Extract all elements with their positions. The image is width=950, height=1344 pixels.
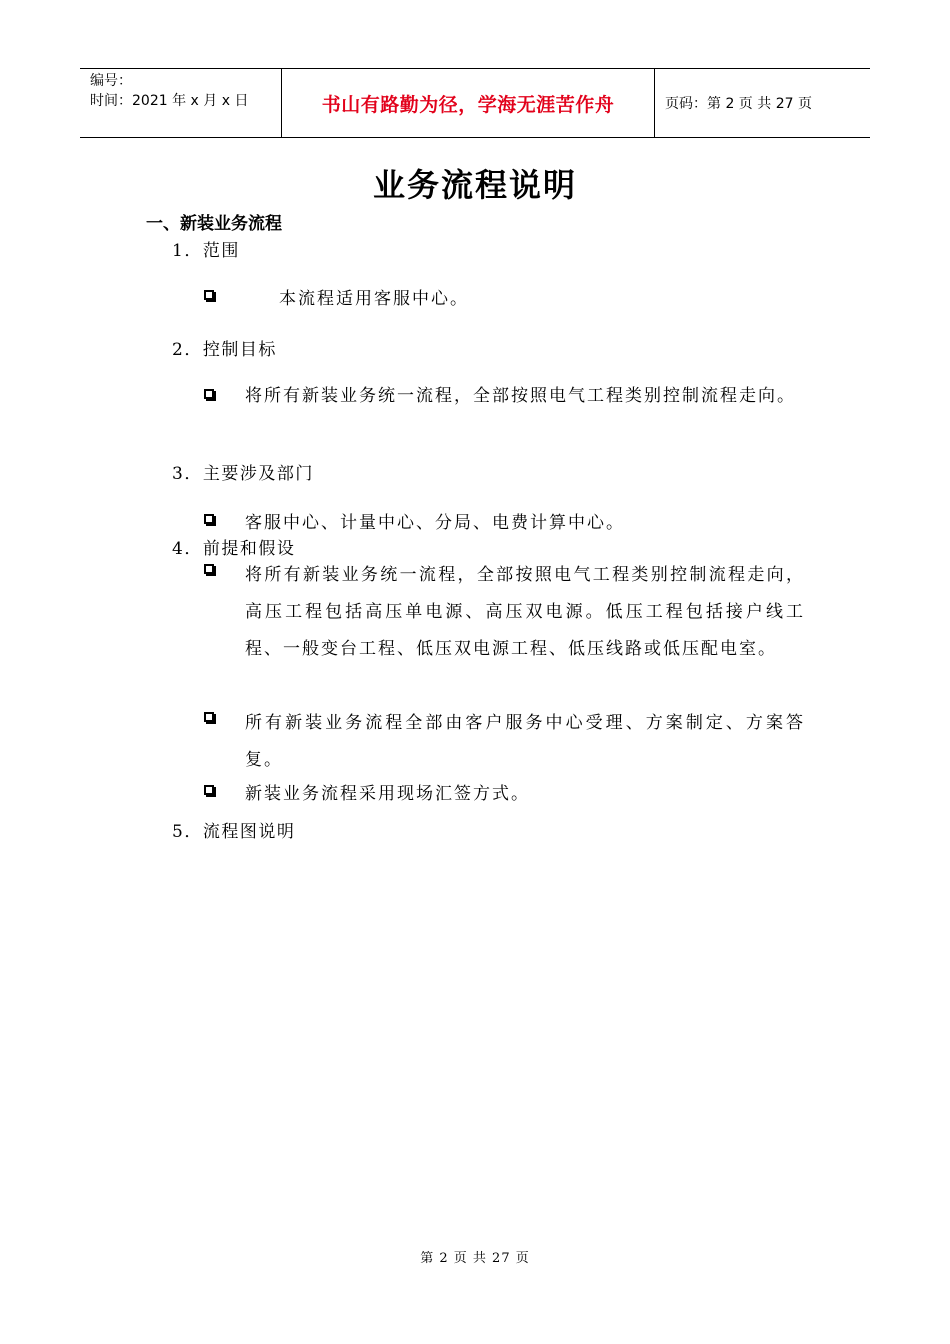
time-label: 时间：2021 年 x 月 x 日 [90,93,249,109]
subsection-heading-flowchart: 5．流程图说明 [172,822,296,842]
bullet-text: 新装业务流程采用现场汇签方式。 [245,784,530,804]
page-info: 页码：第 2 页 共 27 页 [665,96,812,112]
bullet-text: 将所有新装业务统一流程，全部按照电气工程类别控制流程走向，高压工程包括高压单电源、高压双电源。低压工程包括接户线工程、一般变台工程、低压双电源工程、低压线路或低压配电室。 [245,565,805,659]
subsection-heading-departments: 3．主要涉及部门 [172,464,314,484]
checkbox-bullet-icon [204,712,214,722]
bullet-text: 将所有新装业务统一流程，全部按照电气工程类别控制流程走向。 [245,386,796,406]
header-table [80,68,870,138]
document-title: 业务流程说明 [372,166,577,204]
header-left-cell [90,71,280,111]
header-divider [654,69,655,137]
bullet-text: 客服中心、计量中心、分局、电费计算中心。 [245,513,625,533]
page-footer: 第 2 页 共 27 页 [420,1251,530,1266]
number-label: 编号： [90,73,132,89]
section-heading: 一、新装业务流程 [146,214,282,234]
subsection-heading-assumptions: 4．前提和假设 [172,539,296,559]
motto: 书山有路勤为径，学海无涯苦作舟 [321,93,615,116]
checkbox-bullet-icon [204,564,214,574]
checkbox-bullet-icon [204,389,214,399]
bullet-text: 本流程适用客服中心。 [279,289,469,309]
subsection-heading-scope: 1．范围 [172,241,240,261]
checkbox-bullet-icon [204,290,214,300]
checkbox-bullet-icon [204,514,214,524]
checkbox-bullet-icon [204,785,214,795]
subsection-heading-goal: 2．控制目标 [172,340,277,360]
bullet-text: 所有新装业务流程全部由客户服务中心受理、方案制定、方案答复。 [245,713,805,770]
